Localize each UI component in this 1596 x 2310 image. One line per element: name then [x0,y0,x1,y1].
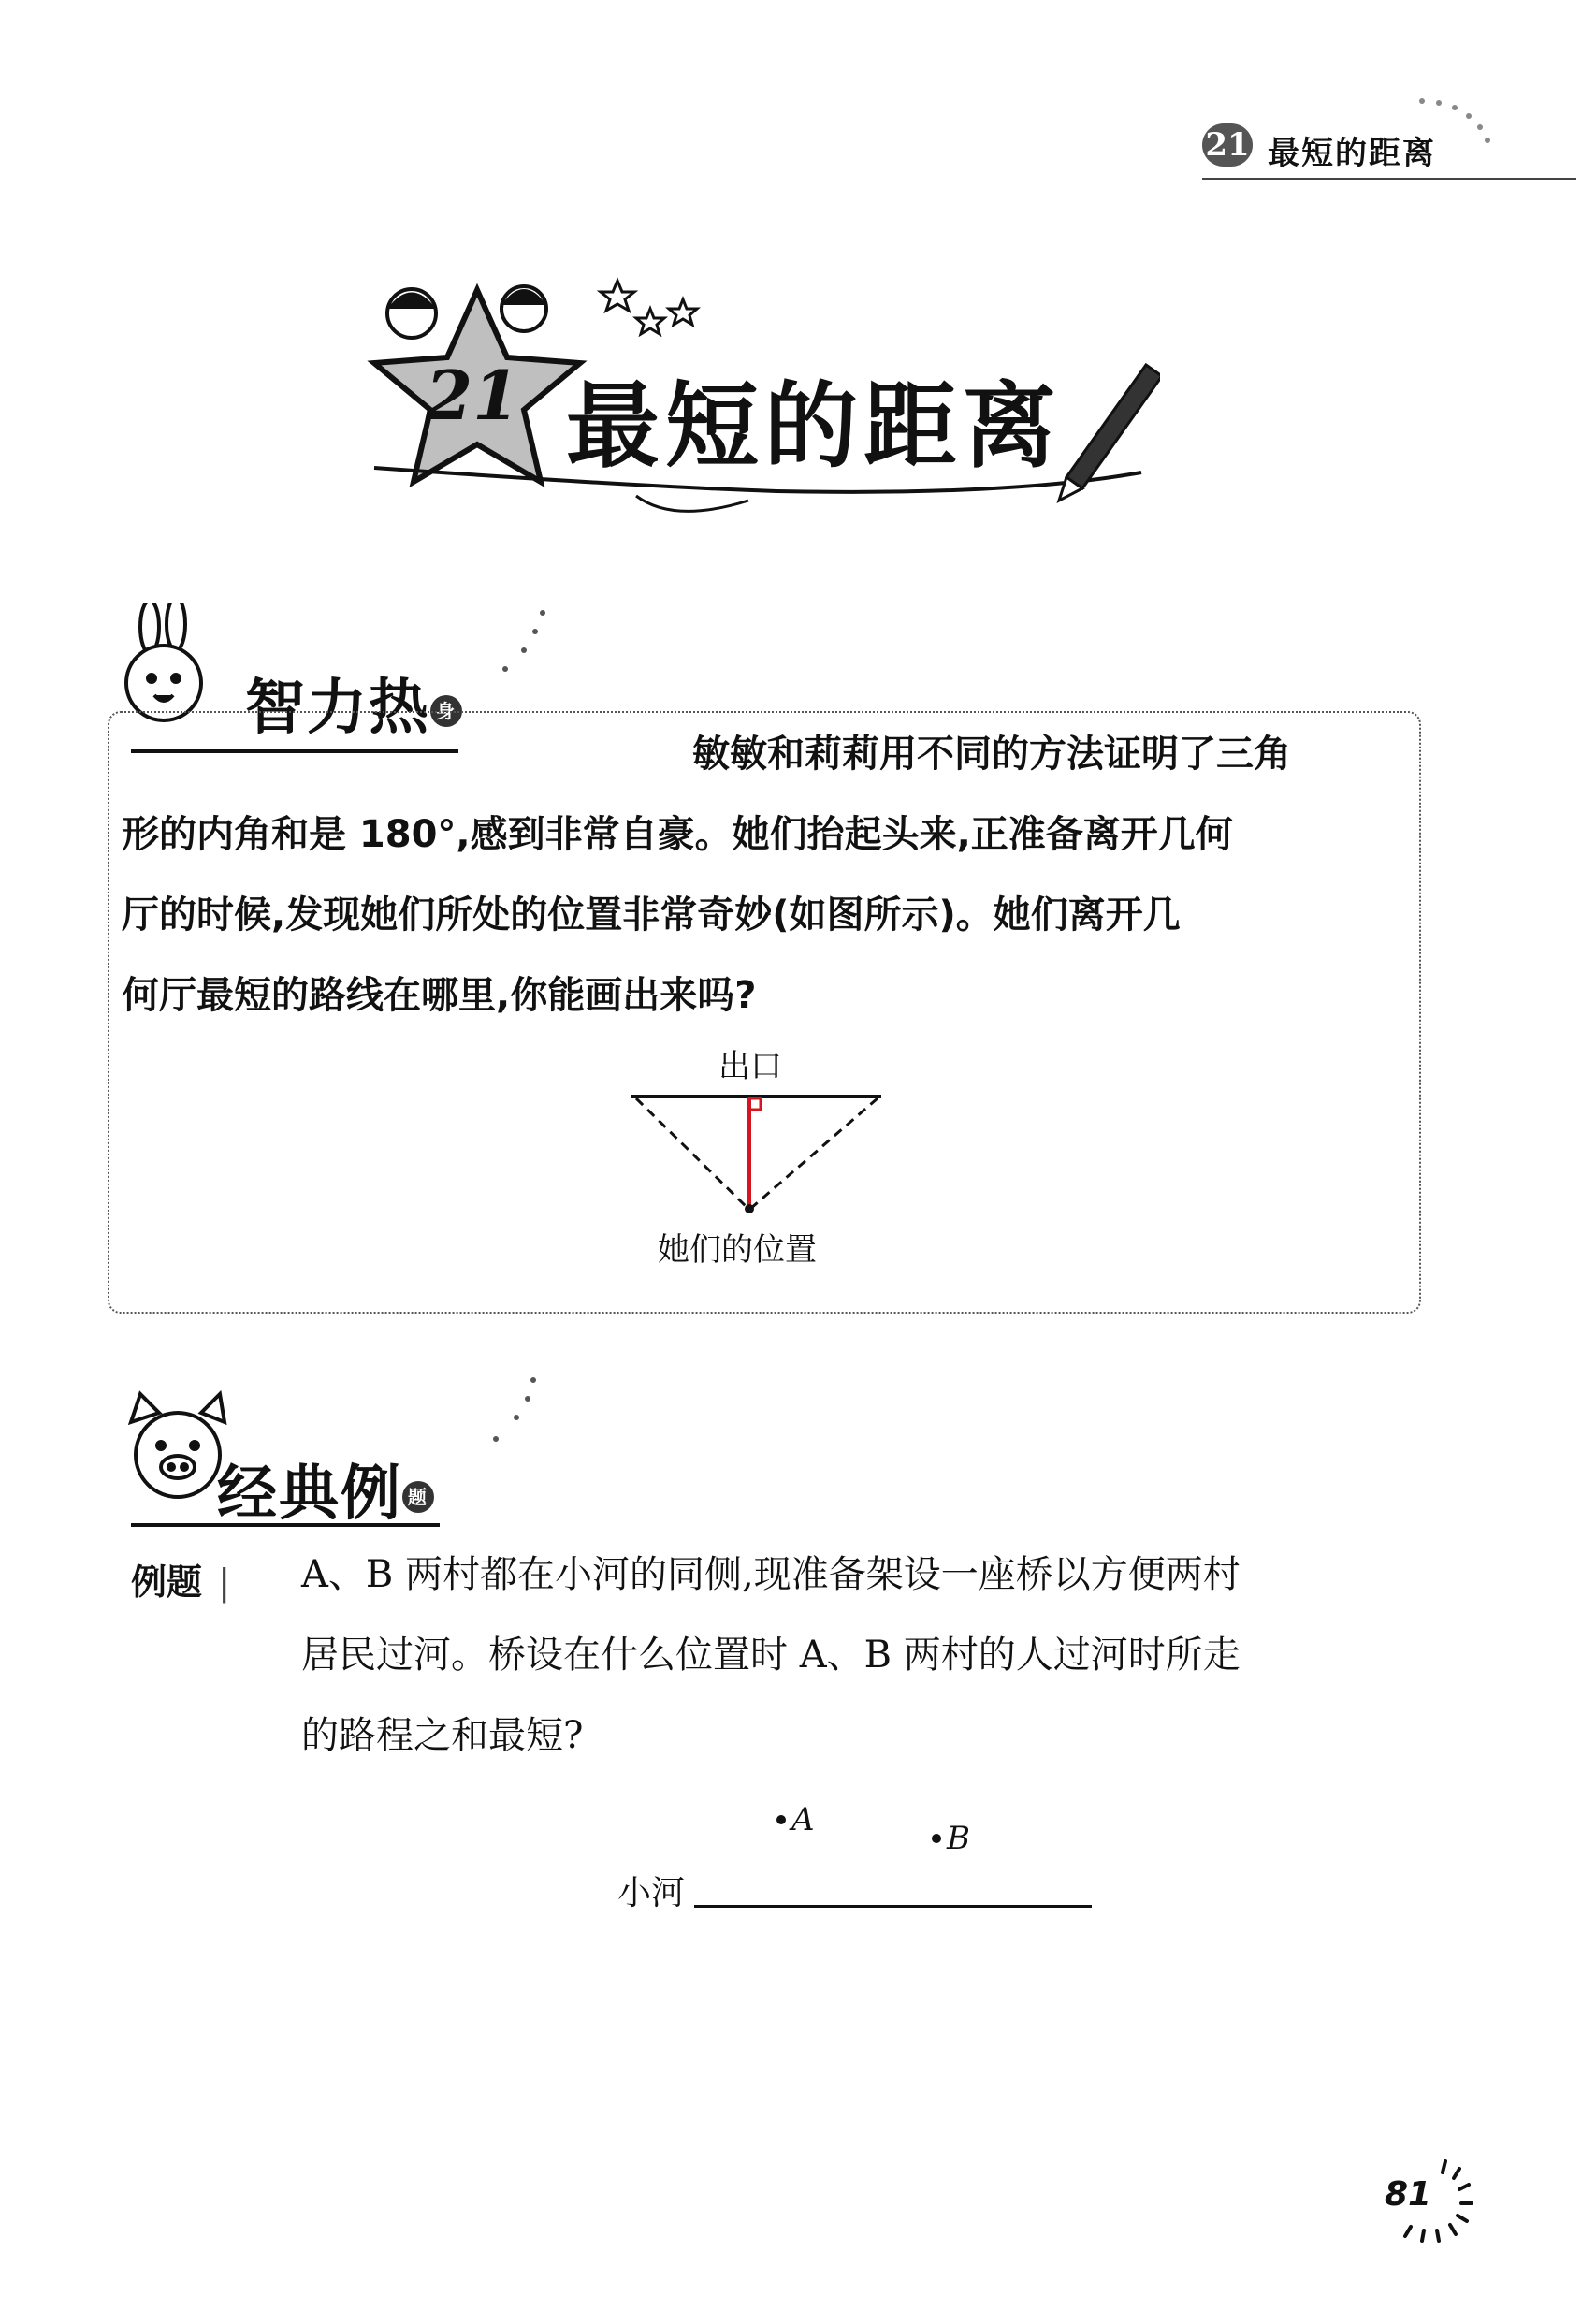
warmup-line-3: 厅的时候,发现她们所处的位置非常奇妙(如图所示)。她们离开几 [122,893,1181,937]
tag-divider: | [218,1562,231,1603]
example-line-2: 居民过河。桥设在什么位置时 A、B 两村的人过河时所走 [301,1634,1241,1677]
triangle-diagram [627,1085,889,1226]
small-stars-icon [601,281,697,334]
header-chapter-title: 最短的距离 [1268,135,1436,172]
pencil-icon [1059,365,1160,501]
header-rule [1202,178,1576,180]
position-point [745,1204,754,1213]
warmup-line-4: 何厅最短的路线在哪里,你能画出来吗? [122,974,757,1017]
river-label: 小河 [617,1874,686,1912]
example-label-badge: 题 [402,1481,434,1513]
header-chapter-number: 21 [1202,123,1253,167]
title-number: 21 [426,356,520,435]
sparkle-dots-icon [493,1377,536,1442]
diagram-exit-label: 出口 [718,1048,782,1085]
example-line-1: A、B 两村都在小河的同侧,现准备架设一座桥以方便两村 [301,1553,1241,1596]
example-label-text: 经典例 [217,1460,402,1529]
example-tag [131,1553,230,1605]
page-title: 最短的距离 [566,371,1062,481]
warmup-label-badge: 身 [430,695,462,727]
river-line [694,1905,1092,1908]
example-section-label [217,1446,434,1532]
page-number: 81 [1385,2175,1432,2214]
header-dots-decoration [1413,94,1506,159]
point-b-dot [932,1834,941,1843]
rabbit-icon [126,603,201,720]
pig-icon [131,1394,225,1497]
warmup-line-2: 形的内角和是 180°,感到非常自豪。她们抬起头来,正准备离开几何 [122,813,1233,856]
sparkle-dots-icon [502,610,545,672]
example-tag-text: 例题 [131,1562,203,1603]
dashed-right-side [750,1098,878,1209]
example-line-3: 的路程之和最短? [301,1714,584,1757]
point-b-label: B [947,1820,970,1857]
warmup-line-1: 敏敏和莉莉用不同的方法证明了三角 [692,733,1291,776]
diagram-position-label: 她们的位置 [658,1231,817,1269]
point-a-label: A [791,1801,815,1838]
dashed-left-side [636,1098,748,1209]
warmup-label-text: 智力热 [245,674,430,743]
point-a-dot [776,1815,786,1824]
